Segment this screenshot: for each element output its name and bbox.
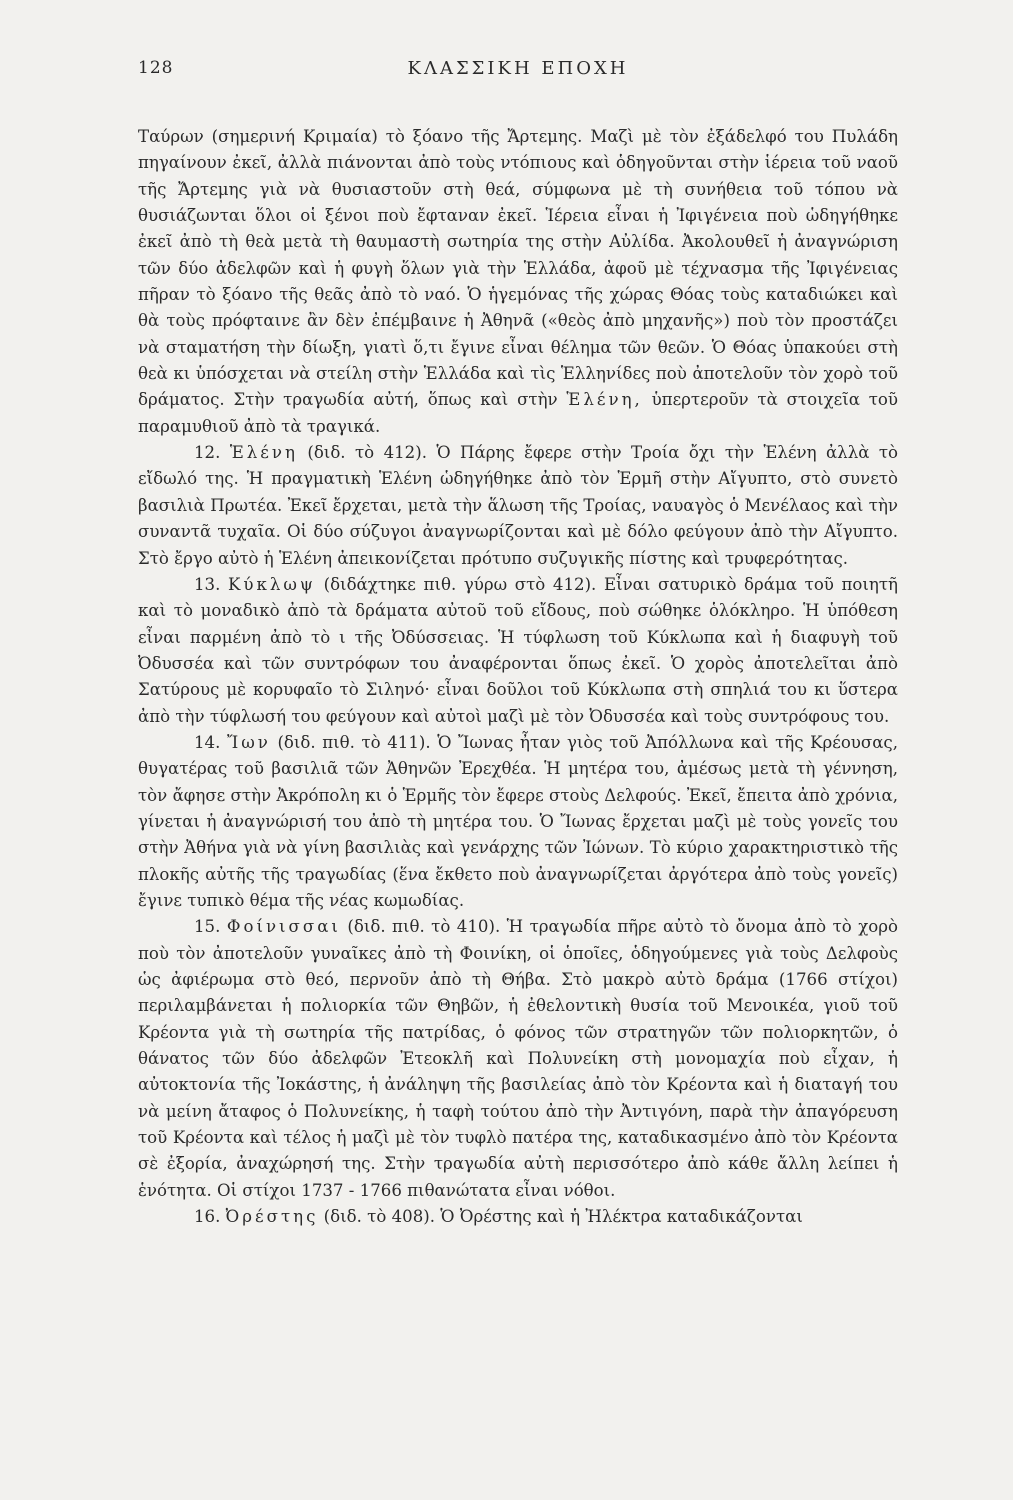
entry-number: 13. xyxy=(194,574,221,594)
entry-number: 16. xyxy=(194,1207,221,1227)
entry-number: 12. xyxy=(194,443,221,463)
paragraph-continuation: Ταύρων (σημερινή Κριμαία) τὸ ξόανο τῆς Ἄρτεμης. Μαζὶ μὲ τὸν ἐξάδελφό του Πυλάδη πηγαίνουν ἐκεῖ, ἀλλὰ πιάνονται ἀπὸ τοὺς ντόπιους καὶ ὁδηγοῦνται στὴν ἱέρεια τοῦ ναοῦ τῆς Ἄρτεμης γιὰ νὰ θυσιαστοῦν στὴ θεά, σύμφωνα μὲ τὴ συνήθεια τοῦ τόπου νὰ θυσιάζωνται ὅλοι οἱ ξένοι ποὺ ἔφταναν ἐκεῖ. Ἱέρεια εἶναι ἡ Ἰφιγένεια ποὺ ὡδηγήθηκε ἐκεῖ ἀπὸ τὴ θεὰ μετὰ τὴ θαυμαστὴ σωτηρία της στὴν Αὐλίδα. Ἀκολουθεῖ ἡ ἀναγνώριση τῶν δύο ἀδελφῶν καὶ ἡ φυγὴ ὅλων γιὰ τὴν Ἑλλάδα, ἀφοῦ μὲ τέχνασμα τῆς Ἰφιγένειας πῆραν τὸ ξόανο τῆς θεᾶς ἀπὸ τὸ ναό. Ὁ ἡγεμόνας τῆς χώρας Θόας τοὺς καταδιώκει καὶ θὰ τοὺς πρόφταινε ἂν δὲν ἐπέμβαινε ἡ Ἀθηνᾶ («θεὸς ἀπὸ μηχανῆς») ποὺ τὸν προστάζει νὰ σταματήση τὴν δίωξη, γιατὶ ὅ,τι ἔγινε εἶναι θέλημα τῶν θεῶν. Ὁ Θόας ὑπακούει στὴ θεὰ κι ὑπόσχεται νὰ στείλη στὴν Ἑλλάδα καὶ τὶς Ἑλληνίδες ποὺ ἀποτελοῦν τὸν χορὸ τοῦ δράματος. Στὴν τραγωδία αὐτή, ὅπως καὶ στὴν Ἑλένη, ὑπερτεροῦν τὰ στοιχεῖα τοῦ παραμυθιοῦ ἀπὸ τὰ τραγικά. xyxy=(138,127,898,436)
body-text xyxy=(138,124,898,1230)
entry-phoenissae: 15. Φοίνισσαι (διδ. πιθ. τὸ 410). Ἡ τραγωδία πῆρε αὐτὸ τὸ ὄνομα ἀπὸ τὸ χορὸ ποὺ τὸν ἀποτελοῦν γυναῖκες ἀπὸ τὴ Φοινίκη, οἱ ὁποῖες, ὁδηγούμενες γιὰ τοὺς Δελφοὺς ὡς ἀφιέρωμα στὸ θεό, περνοῦν ἀπὸ τὴ Θήβα. Στὸ μακρὸ αὐτὸ δράμα (1766 στίχοι) περιλαμβάνεται ἡ πολιορκία τῶν Θηβῶν, ἡ ἐθελοντικὴ θυσία τοῦ Μενοικέα, γιοῦ τοῦ Κρέοντα γιὰ τὴ σωτηρία τῆς πατρίδας, ὁ φόνος τῶν στρατηγῶν τῶν πολιορκητῶν, ὁ θάνατος τῶν δύο ἀδελφῶν Ἐτεοκλῆ καὶ Πολυνείκη στὴ μονομαχία ποὺ εἶχαν, ἡ αὐτοκτονία τῆς Ἰοκάστης, ἡ ἀνάληψη τῆς βασιλείας ἀπὸ τὸν Κρέοντα καὶ ἡ διαταγή του νὰ μείνη ἄταφος ὁ Πολυνείκης, ἡ ταφὴ τούτου ἀπὸ τὴν Ἀντιγόνη, παρὰ τὴν ἀπαγόρευση τοῦ Κρέοντα καὶ τέλος ἡ μαζὶ μὲ τὸν τυφλὸ πατέρα της, καταδικασμένο ἀπὸ τὸν Κρέοντα σὲ ἐξορία, ἀναχώρησή της. Στὴν τραγωδία αὐτὴ περισσότερο ἀπὸ κάθε ἄλλη λείπει ἡ ἑνότητα. Οἱ στίχοι 1737 - 1766 πιθανώτατα εἶναι νόθοι. xyxy=(138,917,898,1200)
entry-number: 14. xyxy=(194,732,221,752)
entry-title: Ἴων xyxy=(226,732,271,752)
entry-number: 15. xyxy=(194,917,221,937)
entry-ion: 14. Ἴων (διδ. πιθ. τὸ 411). Ὁ Ἴωνας ἦταν γιὸς τοῦ Ἀπόλλωνα καὶ τῆς Κρέουσας, θυγατέρας τοῦ βασιλιᾶ τῶν Ἀθηνῶν Ἐρεχθέα. Ἡ μητέρα του, ἀμέσως μετὰ τὴ γέννηση, τὸν ἄφησε στὴν Ἀκρόπολη κι ὁ Ἑρμῆς τὸν ἔφερε στοὺς Δελφούς. Ἐκεῖ, ἔπειτα ἀπὸ χρόνια, γίνεται ἡ ἀναγνώρισή του ἀπὸ τὴ μητέρα του. Ὁ Ἴωνας ἔρχεται μαζὶ μὲ τοὺς γονεῖς του στὴν Ἀθήνα γιὰ νὰ γίνη βασιλιὰς καὶ γενάρχης τῶν Ἰώνων. Τὸ κύριο χαρακτηριστικὸ τῆς πλοκῆς αὐτῆς τῆς τραγωδίας (ἕνα ἔκθετο ποὺ ἀναγνωρίζεται ἀργότερα ἀπὸ τοὺς γονεῖς) ἔγινε τυπικὸ θέμα τῆς νέας κωμωδίας. xyxy=(138,732,898,910)
running-title: ΚΛΑΣΣΙΚΗ ΕΠΟΧΗ xyxy=(407,58,629,79)
entry-title: Κύκλωψ xyxy=(228,574,316,594)
spaced-title: Ἑλένη, xyxy=(566,390,643,410)
entry-title: Φοίνισσαι xyxy=(226,917,341,937)
entry-helen: 12. Ἑλένη (διδ. τὸ 412). Ὁ Πάρης ἔφερε στὴν Τροία ὄχι τὴν Ἑλένη ἀλλὰ τὸ εἴδωλό της. Ἡ πραγματικὴ Ἑλένη ὡδηγήθηκε ἀπὸ τὸν Ἑρμῆ στὴν Αἴγυπτο, στὸ συνετὸ βασιλιὰ Πρωτέα. Ἐκεῖ ἔρχεται, μετὰ τὴν ἅλωση τῆς Τροίας, ναυαγὸς ὁ Μενέλαος καὶ τὴν συναντᾶ τυχαῖα. Οἱ δύο σύζυγοι ἀναγνωρίζονται καὶ μὲ δόλο φεύγουν ἀπὸ τὴν Αἴγυπτο. Στὸ ἔργο αὐτὸ ἡ Ἑλένη ἀπεικονίζεται πρότυπο συζυγικῆς πίστης καὶ τρυφερότητας. xyxy=(138,443,899,568)
entry-orestes: 16. Ὀρέστης (διδ. τὸ 408). Ὁ Ὀρέστης καὶ ἡ Ἠλέκτρα καταδικάζονται xyxy=(194,1207,803,1227)
entry-title: Ἑλένη xyxy=(229,443,298,463)
entry-title: Ὀρέστης xyxy=(225,1207,319,1227)
entry-cyclops: 13. Κύκλωψ (διδάχτηκε πιθ. γύρω στὸ 412). Εἶναι σατυρικὸ δράμα τοῦ ποιητῆ καὶ τὸ μοναδικὸ ἀπὸ τὰ δράματα αὐτοῦ τοῦ εἴδους, ποὺ σώθηκε ὁλόκληρο. Ἡ ὑπόθεση εἶναι παρμένη ἀπὸ τὸ ι τῆς Ὀδύσσειας. Ἡ τύφλωση τοῦ Κύκλωπα καὶ ἡ διαφυγὴ τοῦ Ὀδυσσέα καὶ τῶν συντρόφων του ἀναφέρονται ὅπως ἐκεῖ. Ὁ χορὸς ἀποτελεῖται ἀπὸ Σατύρους μὲ κορυφαῖο τὸ Σιληνό· εἶναι δοῦλοι τοῦ Κύκλωπα στὴ σπηλιά του κι ὕστερα ἀπὸ τὴν τύφλωσή του φεύγουν καὶ αὐτοὶ μαζὶ μὲ τὸν Ὀδυσσέα καὶ τοὺς συντρόφους του. xyxy=(138,574,898,726)
page-number: 128 xyxy=(138,58,174,78)
page-header xyxy=(138,58,898,88)
